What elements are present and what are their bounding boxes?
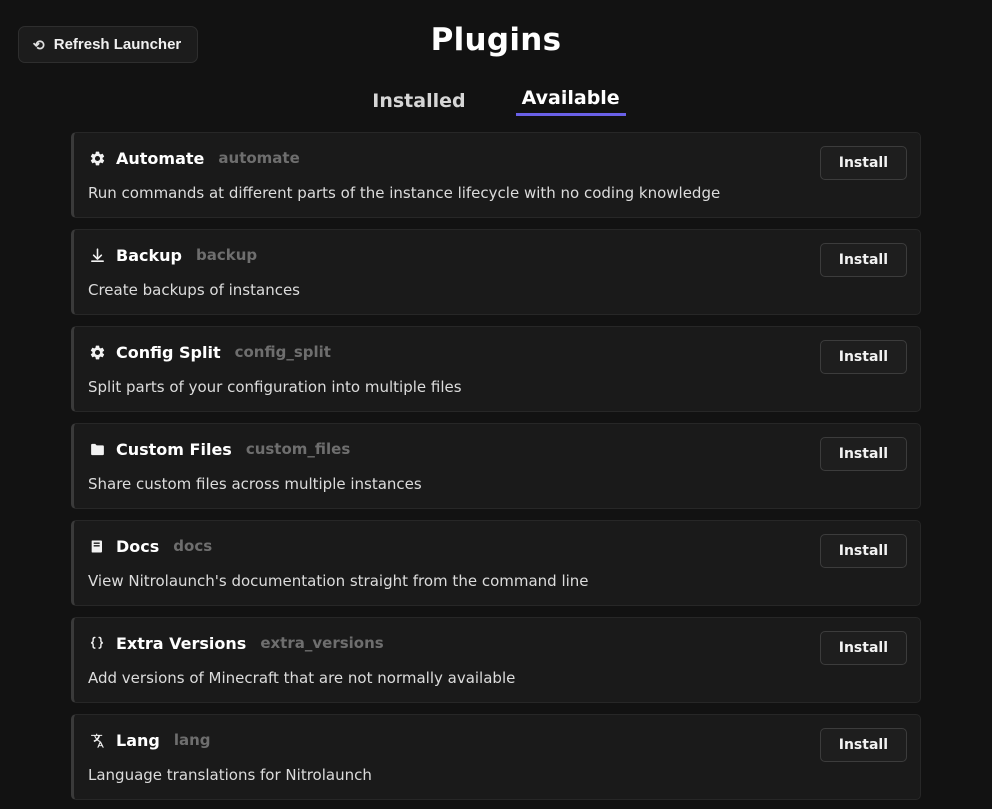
install-button[interactable]: Install [820, 243, 907, 277]
plugin-card [71, 229, 921, 315]
folder-icon [88, 440, 106, 458]
download-icon [88, 246, 106, 264]
plugin-name: Lang [116, 730, 160, 750]
plugin-card [71, 714, 921, 800]
plugin-card-header [88, 630, 906, 656]
gear-icon [88, 149, 106, 167]
plugin-id: backup [195, 246, 258, 264]
plugin-card-header [88, 242, 906, 268]
plugin-id: docs [173, 537, 213, 555]
plugin-card [71, 326, 921, 412]
plugin-card-header [88, 727, 906, 753]
plugin-id: extra_versions [260, 634, 384, 652]
plugin-id: lang [173, 731, 211, 749]
plugin-list [71, 132, 921, 800]
tab-available[interactable]: Available [516, 86, 626, 116]
plugin-description: Add versions of Minecraft that are not normally available [88, 669, 516, 687]
plugin-name: Backup [116, 245, 182, 265]
tab-bar [0, 74, 992, 116]
plugin-description: View Nitrolaunch's documentation straight from the command line [88, 572, 589, 590]
plugin-card-header [88, 533, 906, 559]
plugin-id: config_split [234, 343, 331, 361]
plugin-card [71, 520, 921, 606]
gear-icon [88, 343, 106, 361]
refresh-launcher-label: Refresh Launcher [53, 36, 182, 53]
plugin-card [71, 617, 921, 703]
install-button[interactable]: Install [820, 631, 907, 665]
plugin-name: Automate [116, 148, 205, 168]
book-icon [88, 537, 106, 555]
install-button[interactable]: Install [820, 340, 907, 374]
plugin-name: Extra Versions [116, 633, 247, 653]
top-bar [0, 0, 992, 72]
plugin-description: Split parts of your configuration into multiple files [88, 378, 462, 396]
plugin-name: Docs [116, 536, 160, 556]
plugin-id: automate [218, 149, 300, 167]
plugin-card [71, 423, 921, 509]
refresh-icon: ⟳ [33, 36, 45, 53]
braces-icon [88, 634, 106, 652]
plugin-description: Run commands at different parts of the instance lifecycle with no coding knowledge [88, 184, 721, 202]
plugin-card-header [88, 436, 906, 462]
install-button[interactable]: Install [820, 437, 907, 471]
plugin-id: custom_files [245, 440, 351, 458]
plugin-name: Custom Files [116, 439, 232, 459]
install-button[interactable]: Install [820, 534, 907, 568]
plugin-card-header [88, 145, 906, 171]
plugin-description: Share custom files across multiple instances [88, 475, 422, 493]
tab-installed[interactable]: Installed [366, 89, 471, 116]
plugin-card-header [88, 339, 906, 365]
translate-icon [88, 731, 106, 749]
plugin-description: Language translations for Nitrolaunch [88, 766, 372, 784]
plugin-description: Create backups of instances [88, 281, 300, 299]
plugin-name: Config Split [116, 342, 221, 362]
plugin-card [71, 132, 921, 218]
install-button[interactable]: Install [820, 728, 907, 762]
page-title: Plugins [430, 22, 562, 58]
install-button[interactable]: Install [820, 146, 907, 180]
